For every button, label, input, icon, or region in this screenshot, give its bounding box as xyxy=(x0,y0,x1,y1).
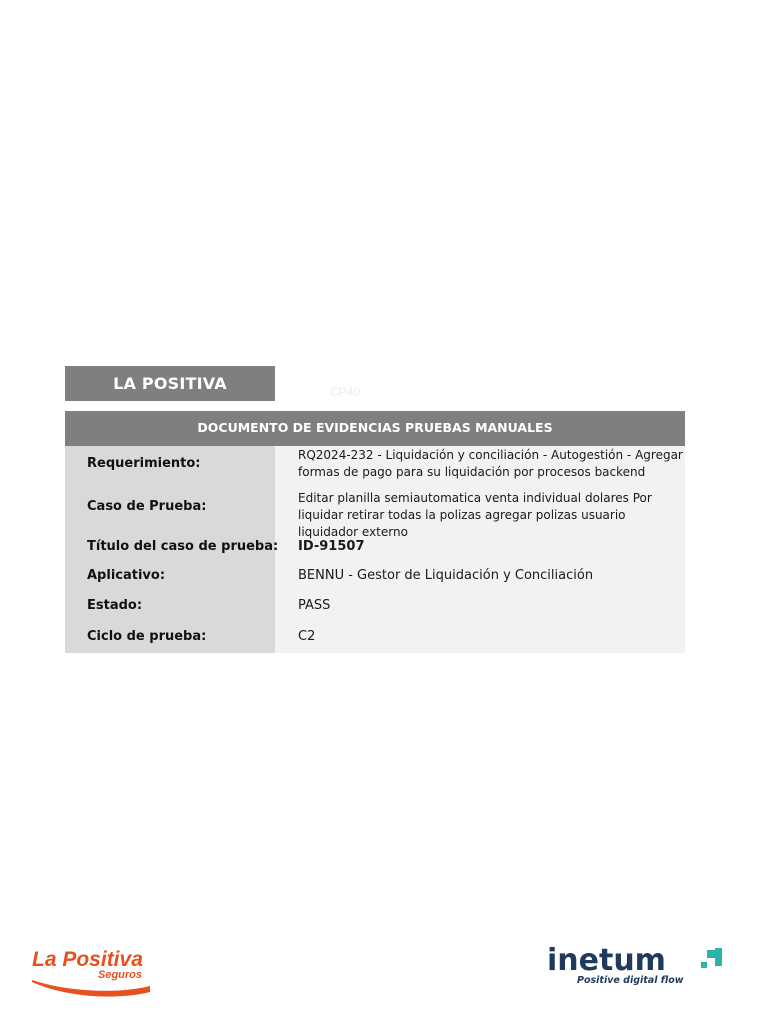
table-header: DOCUMENTO DE EVIDENCIAS PRUEBAS MANUALES xyxy=(65,411,685,446)
test-cycle-label: Ciclo de prueba: xyxy=(87,629,207,644)
test-cycle-value: C2 xyxy=(298,629,316,644)
inetum-accent-square xyxy=(707,950,715,958)
evidence-table xyxy=(65,411,685,653)
status-value: PASS xyxy=(298,598,331,613)
la-positiva-swoosh xyxy=(32,980,150,997)
test-case-value: Editar planilla semiautomatica venta individual dolares Por liquidar retirar todas la polizas agregar polizas usuario liquidador externo xyxy=(298,491,652,539)
la-positiva-logo-sub: Seguros xyxy=(98,969,143,981)
application-label: Aplicativo: xyxy=(87,568,166,583)
inetum-tagline: Positive digital flow xyxy=(577,975,684,986)
test-case-title-value: ID-91507 xyxy=(298,539,365,554)
la-positiva-logo-text: La Positiva xyxy=(32,948,143,971)
inetum-accent-bar xyxy=(715,948,722,966)
inetum-logo xyxy=(545,940,735,990)
status-label: Estado: xyxy=(87,598,143,613)
test-case-label: Caso de Prueba: xyxy=(87,499,207,514)
la-positiva-logo xyxy=(28,942,163,998)
application-value: BENNU - Gestor de Liquidación y Conciliación xyxy=(298,568,594,583)
inetum-logo-text: inetum xyxy=(547,943,666,978)
test-case-title-label: Título del caso de prueba: xyxy=(87,539,279,554)
requirement-label: Requerimiento: xyxy=(87,456,201,471)
brand-banner: LA POSITIVA xyxy=(65,366,275,401)
requirement-value: RQ2024-232 - Liquidación y conciliación - Autogestión - Agregar formas de pago para su liquidación por procesos backend xyxy=(298,448,683,479)
watermark-text: CP40 xyxy=(330,385,361,399)
inetum-accent-dot xyxy=(701,962,707,968)
